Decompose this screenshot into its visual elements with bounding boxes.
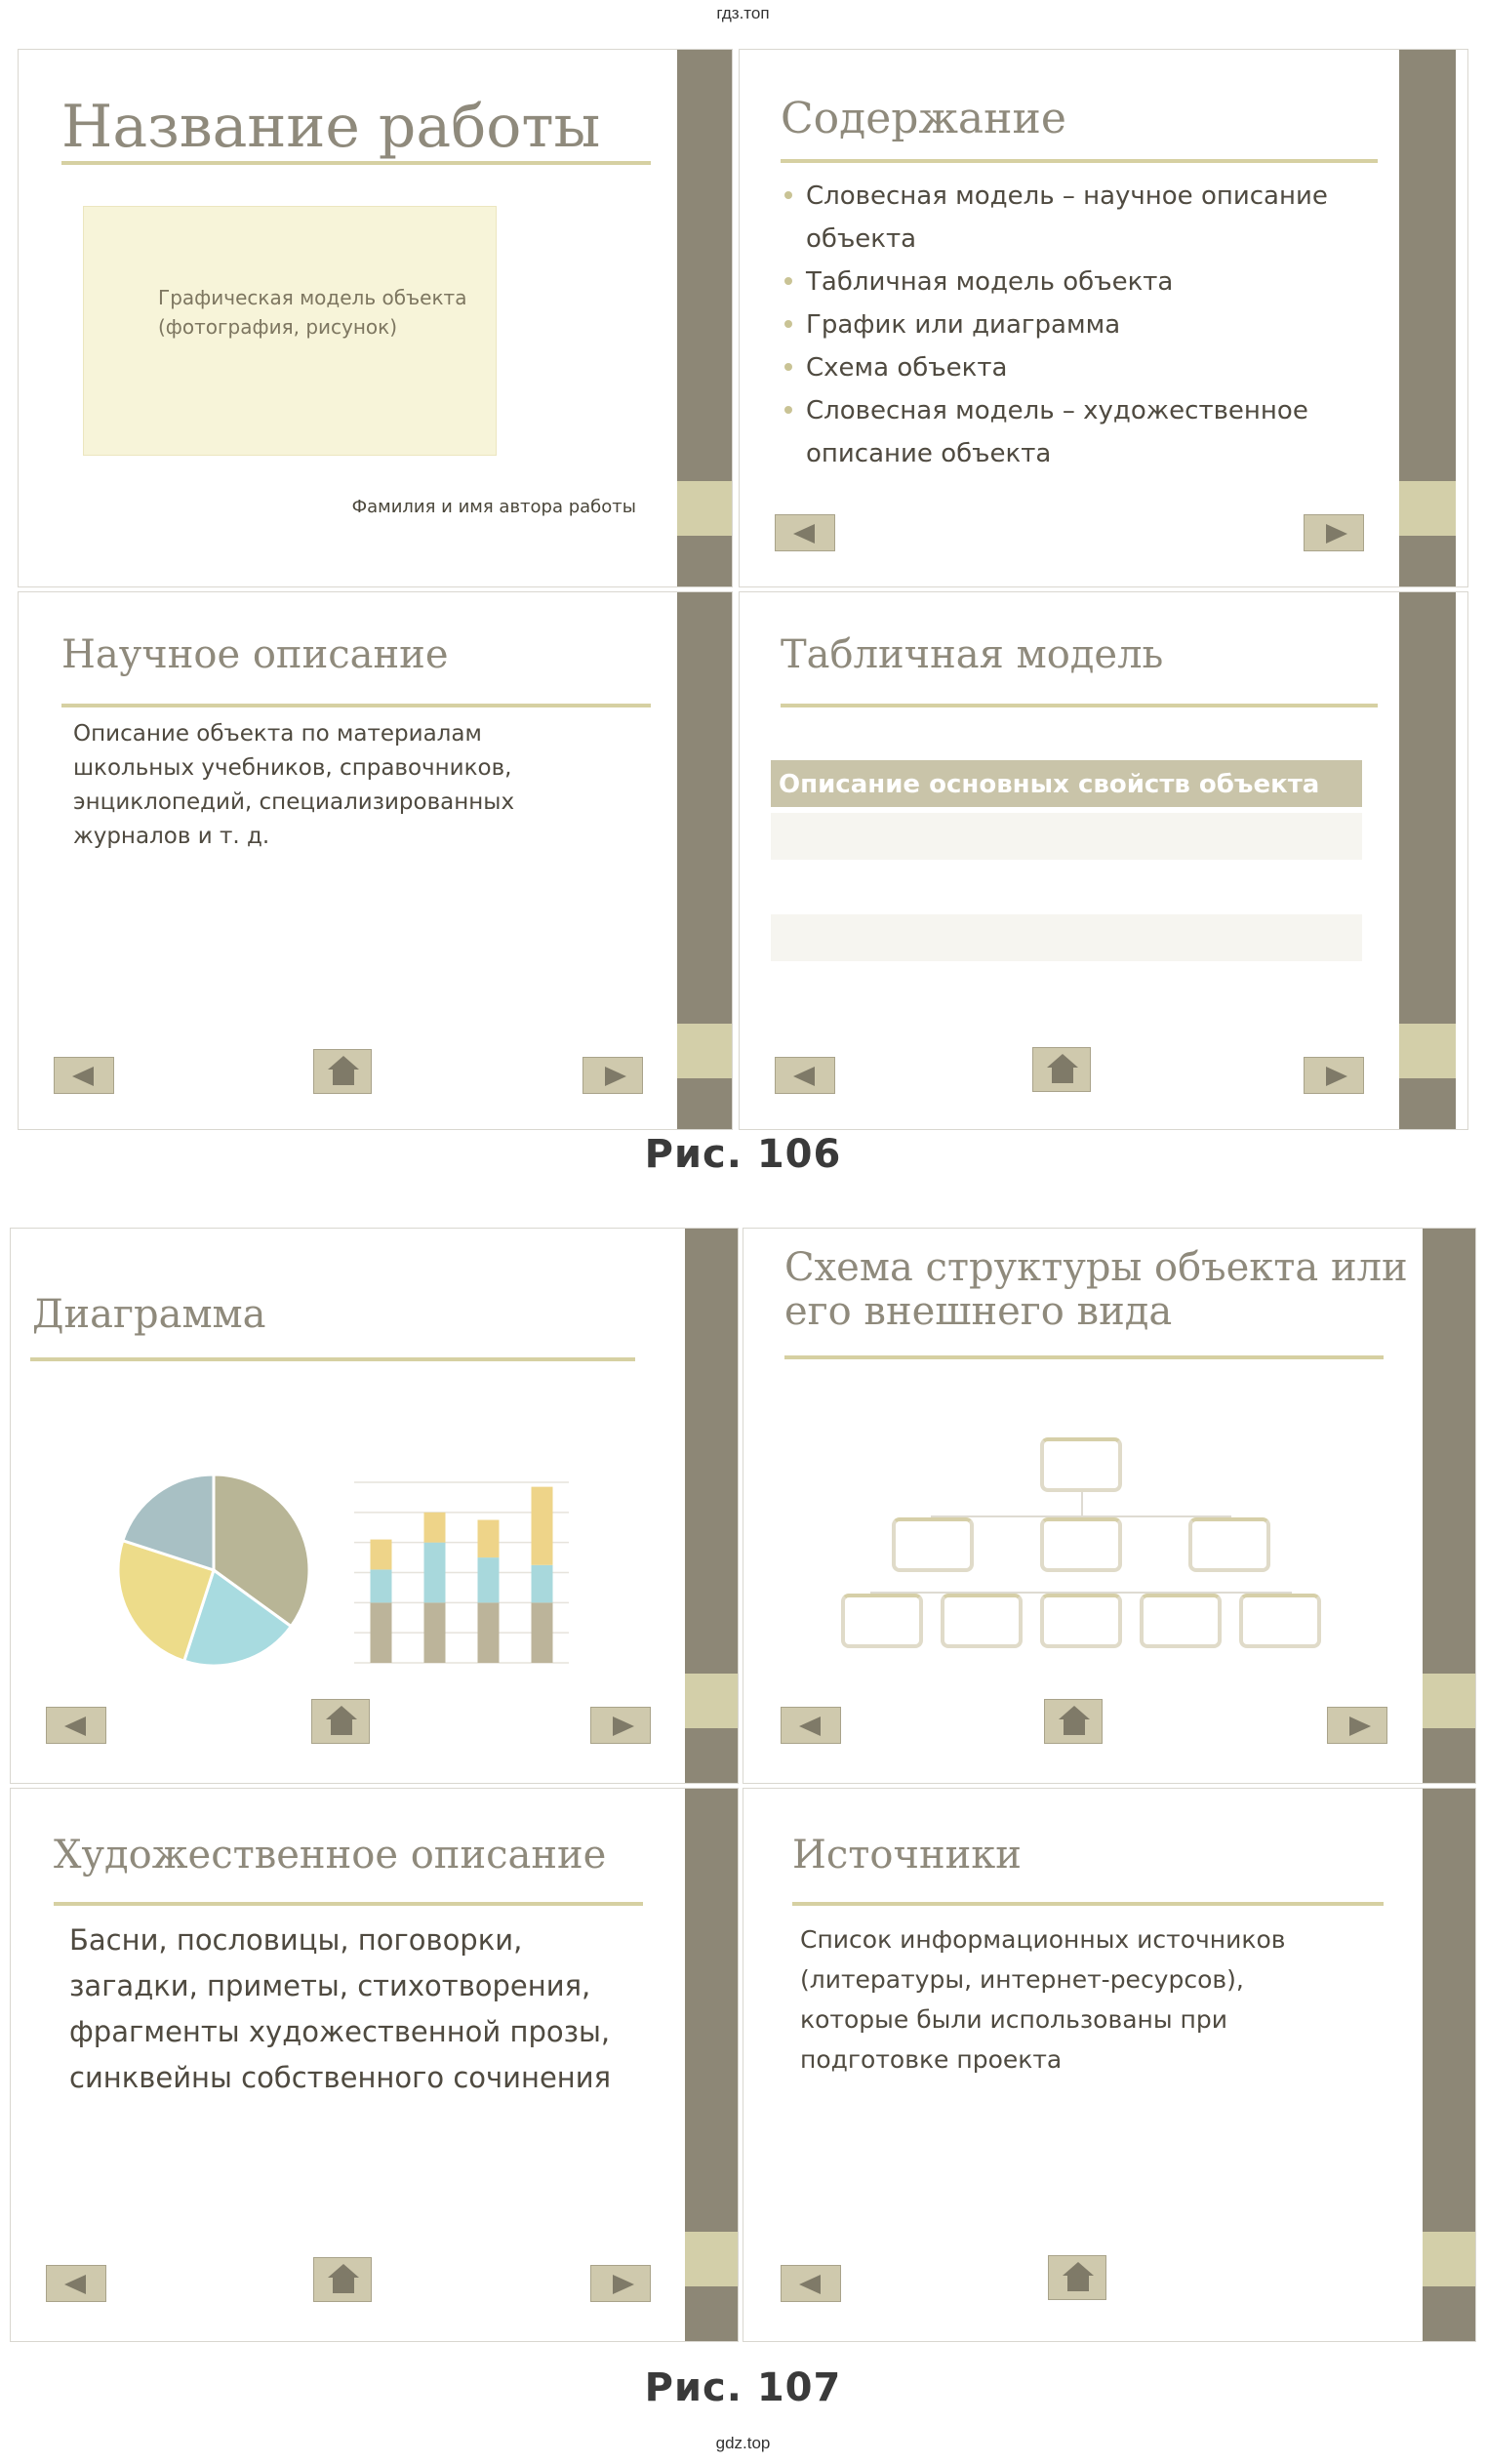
next-button[interactable] [582, 1057, 643, 1094]
watermark-top: гдз.топ [716, 4, 770, 22]
slide-side-stripe [685, 1229, 739, 1783]
title-underline [781, 704, 1378, 707]
slide-title-text: Источники [792, 1833, 1022, 1878]
slide-contents [739, 49, 1468, 587]
slide-title-text: Содержание [781, 94, 1066, 143]
slide-title-text: Художественное описание [54, 1833, 607, 1878]
arrow-left-icon [72, 1067, 94, 1086]
table-header-text: Описание основных свойств объекта [779, 770, 1320, 799]
title-underline [781, 159, 1378, 163]
slide-title-text: Схема структуры объекта или его внешнего вида [784, 1245, 1408, 1334]
prev-button[interactable] [46, 2265, 106, 2302]
org-box [1140, 1594, 1222, 1648]
prev-button[interactable] [781, 1707, 841, 1744]
arrow-right-icon [1349, 1717, 1371, 1736]
slide-sources [743, 1788, 1476, 2342]
scientific-text: Описание объекта по материалам школьных учебников, справочников, энциклопедий, специализированных журналов и т. д. [73, 721, 515, 849]
org-box [941, 1594, 1023, 1648]
prev-button[interactable] [775, 514, 835, 551]
bar-segment [532, 1602, 553, 1663]
org-box [1040, 1594, 1122, 1648]
arrow-left-icon [799, 1717, 821, 1736]
image-placeholder-text: Графическая модель объекта (фотография, рисунок) [158, 286, 467, 339]
title-underline [54, 1902, 643, 1906]
home-button[interactable] [1032, 1047, 1091, 1092]
arrow-right-icon [1326, 1067, 1347, 1086]
prev-button[interactable] [781, 2265, 841, 2302]
slide-title-text: Название работы [61, 93, 601, 161]
org-box [1040, 1517, 1122, 1572]
sources-text: Список информационных источников (литературы, интернет-ресурсов), которые были использованы при подготовке проекта [800, 1925, 1286, 2074]
slide-side-stripe [685, 1789, 739, 2341]
contents-item: Табличная модель объекта [781, 261, 1366, 303]
pie-chart [106, 1463, 321, 1677]
slide-artistic [10, 1788, 739, 2342]
prev-button[interactable] [46, 1707, 106, 1744]
home-button[interactable] [313, 2257, 372, 2302]
arrow-left-icon [793, 1067, 815, 1086]
arrow-left-icon [793, 524, 815, 544]
slide-title [18, 49, 733, 587]
bar-segment [424, 1543, 446, 1603]
org-box [841, 1594, 923, 1648]
arrow-left-icon [64, 2275, 86, 2294]
next-button[interactable] [1327, 1707, 1387, 1744]
contents-list [781, 175, 1366, 475]
slide-title-text: Табличная модель [781, 632, 1164, 677]
home-button[interactable] [313, 1049, 372, 1094]
org-box [1239, 1594, 1321, 1648]
home-icon [1059, 1706, 1090, 1719]
contents-item: Словесная модель – научное описание объекта [781, 175, 1366, 261]
home-button[interactable] [311, 1699, 370, 1744]
contents-item: График или диаграмма [781, 303, 1366, 346]
figure-caption: Рис. 107 [644, 2365, 842, 2410]
next-button[interactable] [590, 1707, 651, 1744]
next-button[interactable] [1304, 1057, 1364, 1094]
prev-button[interactable] [54, 1057, 114, 1094]
bar-segment [532, 1487, 553, 1565]
contents-item: Схема объекта [781, 346, 1366, 389]
title-underline [30, 1357, 635, 1361]
slide-table [739, 591, 1468, 1130]
title-underline [61, 704, 651, 707]
home-icon [326, 1706, 357, 1719]
author-name: Фамилия и имя автора работы [351, 497, 636, 517]
slide-scientific [18, 591, 733, 1130]
arrow-left-icon [799, 2275, 821, 2294]
org-box [892, 1517, 974, 1572]
home-icon [1047, 1054, 1078, 1068]
org-box [1040, 1437, 1122, 1492]
title-underline [784, 1355, 1384, 1359]
bar-segment [478, 1602, 500, 1663]
bar-segment [371, 1602, 392, 1663]
bar-segment [424, 1602, 446, 1663]
slide-side-stripe [677, 50, 733, 586]
home-icon [328, 2264, 359, 2278]
home-icon [328, 1056, 359, 1070]
home-icon [1063, 2262, 1094, 2276]
home-button[interactable] [1048, 2255, 1106, 2300]
slide-side-stripe [1423, 1229, 1476, 1783]
bar-segment [478, 1520, 500, 1558]
figure-caption: Рис. 106 [644, 1132, 842, 1177]
bar-segment [371, 1540, 392, 1570]
slide-scheme [743, 1228, 1476, 1784]
slide-side-stripe [1423, 1789, 1476, 2341]
table-header [771, 760, 1362, 807]
slide-diagram [10, 1228, 739, 1784]
arrow-left-icon [64, 1717, 86, 1736]
slide-side-stripe [1399, 592, 1456, 1129]
arrow-right-icon [613, 2275, 634, 2294]
slide-title-text: Диаграмма [32, 1292, 266, 1337]
bar-segment [532, 1565, 553, 1603]
org-box [1188, 1517, 1270, 1572]
arrow-right-icon [605, 1067, 626, 1086]
title-underline [61, 161, 651, 165]
slide-title-text: Научное описание [61, 632, 449, 677]
arrow-right-icon [613, 1717, 634, 1736]
table-row [771, 914, 1362, 961]
next-button[interactable] [590, 2265, 651, 2302]
arrow-right-icon [1326, 524, 1347, 544]
contents-item: Словесная модель – художественное описание объекта [781, 389, 1366, 475]
slide-side-stripe [677, 592, 733, 1129]
artistic-text: Басни, пословицы, поговорки, загадки, приметы, стихотворения, фрагменты художественной прозы, синквейны собственного сочинения [69, 1923, 612, 2094]
watermark-bottom: gdz.top [715, 2434, 771, 2452]
bar-segment [478, 1557, 500, 1602]
home-button[interactable] [1044, 1699, 1103, 1744]
bar-chart [354, 1463, 569, 1677]
next-button[interactable] [1304, 514, 1364, 551]
prev-button[interactable] [775, 1057, 835, 1094]
bar-segment [371, 1569, 392, 1602]
table-row [771, 813, 1362, 860]
image-placeholder [83, 206, 497, 456]
title-underline [792, 1902, 1384, 1906]
bar-segment [424, 1513, 446, 1543]
slide-side-stripe [1399, 50, 1456, 586]
